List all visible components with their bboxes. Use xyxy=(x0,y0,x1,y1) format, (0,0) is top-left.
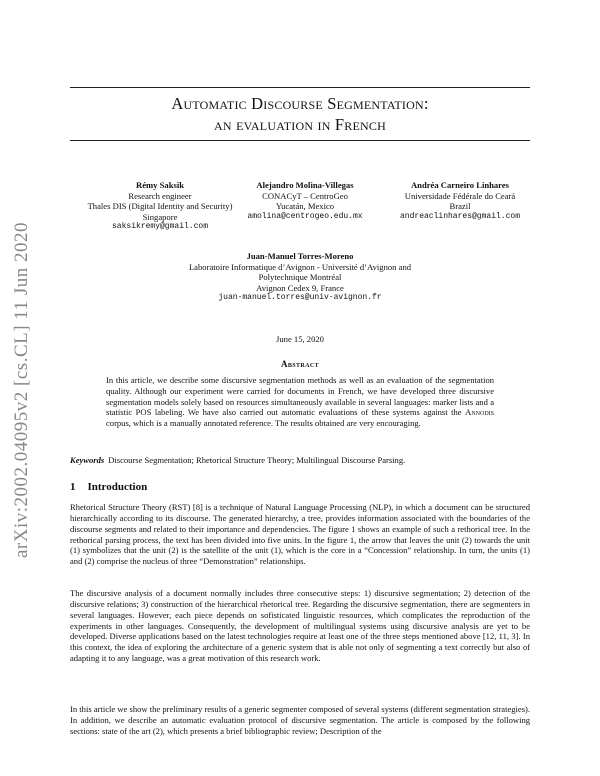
keywords-line xyxy=(70,455,530,465)
author-affiliation: CONACyT – CentroGeo xyxy=(262,190,348,201)
author-affiliation: Laboratoire Informatique d’Avignon - Université d’Avignon and xyxy=(188,261,412,272)
author-email[interactable]: saksikremy@gmail.com xyxy=(111,222,208,232)
abstract-text-part: corpus, which is a manually annotated reference. The results obtained are very encouraging. xyxy=(106,418,421,429)
keywords-text: Discourse Segmentation; Rhetorical Structure Theory; Multilingual Discourse Parsing. xyxy=(108,455,406,465)
author-affiliation: Brazil xyxy=(449,201,471,212)
author-email[interactable]: amolina@centrogeo.edu.mx xyxy=(247,211,363,221)
abstract-text xyxy=(106,375,494,429)
author-name: Rémy Saksik xyxy=(136,180,184,190)
title-line-2: an evaluation in French xyxy=(214,115,386,134)
author-affiliation: Research engineer xyxy=(128,190,192,201)
arxiv-identifier-text: arXiv:2002.04095v2 [cs.CL] 11 Jun 2020 xyxy=(11,222,32,558)
arxiv-identifier xyxy=(4,210,40,570)
section-number: 1 xyxy=(70,481,76,493)
abstract-corpus-name: Annodis xyxy=(465,407,494,418)
author-affiliation: Singapore xyxy=(142,211,178,222)
author-name: Alejandro Molina-Villegas xyxy=(256,180,354,190)
author-email[interactable]: juan-manuel.torres@univ-avignon.fr xyxy=(218,293,382,303)
title-line-1: Automatic Discourse Segmentation: xyxy=(171,94,429,113)
title-bottom-rule xyxy=(70,140,530,141)
abstract-text-part: In this article, we describe some discursive segmentation methods as well as an evaluation of the segmentation quality. Although our experiment were carried for documents in French, we have developed three discursive segmentation models solely based on resources simultaneously available in several languages: marker lists and a statistic POS labeling. We have also carried out automatic evaluations of these systems against the xyxy=(106,375,494,418)
author-name: Juan-Manuel Torres-Moreno xyxy=(246,251,354,261)
author-affiliation: Thales DIS (Digital Identity and Security) xyxy=(87,201,233,212)
section-title: Introduction xyxy=(87,481,148,493)
section-heading xyxy=(70,481,147,493)
keywords-label: Keywords xyxy=(70,455,105,465)
author-block-4 xyxy=(140,251,460,304)
author-block-1 xyxy=(70,180,250,233)
author-affiliation: Yucatán, Mexico xyxy=(275,201,335,212)
author-block-3 xyxy=(375,180,545,222)
title-top-rule xyxy=(70,87,530,88)
author-email[interactable]: andreaclinhares@gmail.com xyxy=(399,211,521,221)
author-affiliation: Avignon Cedex 9, France xyxy=(256,282,344,293)
author-affiliation: Universidade Fédérale do Ceará xyxy=(404,190,516,201)
author-name: Andréa Carneiro Linhares xyxy=(410,180,510,190)
author-block-2 xyxy=(225,180,385,222)
body-paragraph-3: In this article we show the preliminary results of a generic segmenter composed of several systems (different segmentation strategies). In addition, we describe an automatic evaluation protocol of discursive segmentation. The article is composed by the following sections: state of the art (2), which presents a brief bibliographic review; Description of the xyxy=(70,704,530,736)
body-paragraph-1: Rhetorical Structure Theory (RST) [8] is a technique of Natural Language Processing (NLP), in which a document can be structured hierarchically according to its discourse. The generated hierarchy, a tree, provides information associated with the boundaries of the discourse segments and related to their importance and dependencies. The figure 1 shows an example of such a rethorical tree. In the rethorical parsing process, the text has been divided into five units. In the figure 1, the arrow that leaves the unit (2) towards the unit (1) symbolizes that the unit (2) is the satellite of the unit (1), which is the core in a “Concession” relationship. In turn, the units (1) and (2) comprise the nucleus of three “Demonstration” relationships. xyxy=(70,502,530,567)
abstract-heading: Abstract xyxy=(280,359,320,369)
body-paragraph-2: The discursive analysis of a document normally includes three consecutive steps: 1) discursive segmentation; 2) detection of the discursive relations; 3) construction of the hierarchical rhetorical tree. Regarding the discursive segmentation, there are segmenters in several languages. However, each piece depends on sofisticated linguistic resources, which complicates the reproduction of the experiments in other languages. Consequently, the development of multilingual systems using discursive analysis are yet to be developed. Diverse applications based on the latest technologies require at least one of the three steps mentioned above [12, 11, 3]. In this context, the idea of exploring the architecture of a generic system that is able not only of segmenting a text correctly but also of adapting it to any language, was a great motivation of this research work. xyxy=(70,588,530,664)
paper-date: June 15, 2020 xyxy=(276,334,324,344)
author-affiliation: Polytechnique Montréal xyxy=(258,272,342,283)
